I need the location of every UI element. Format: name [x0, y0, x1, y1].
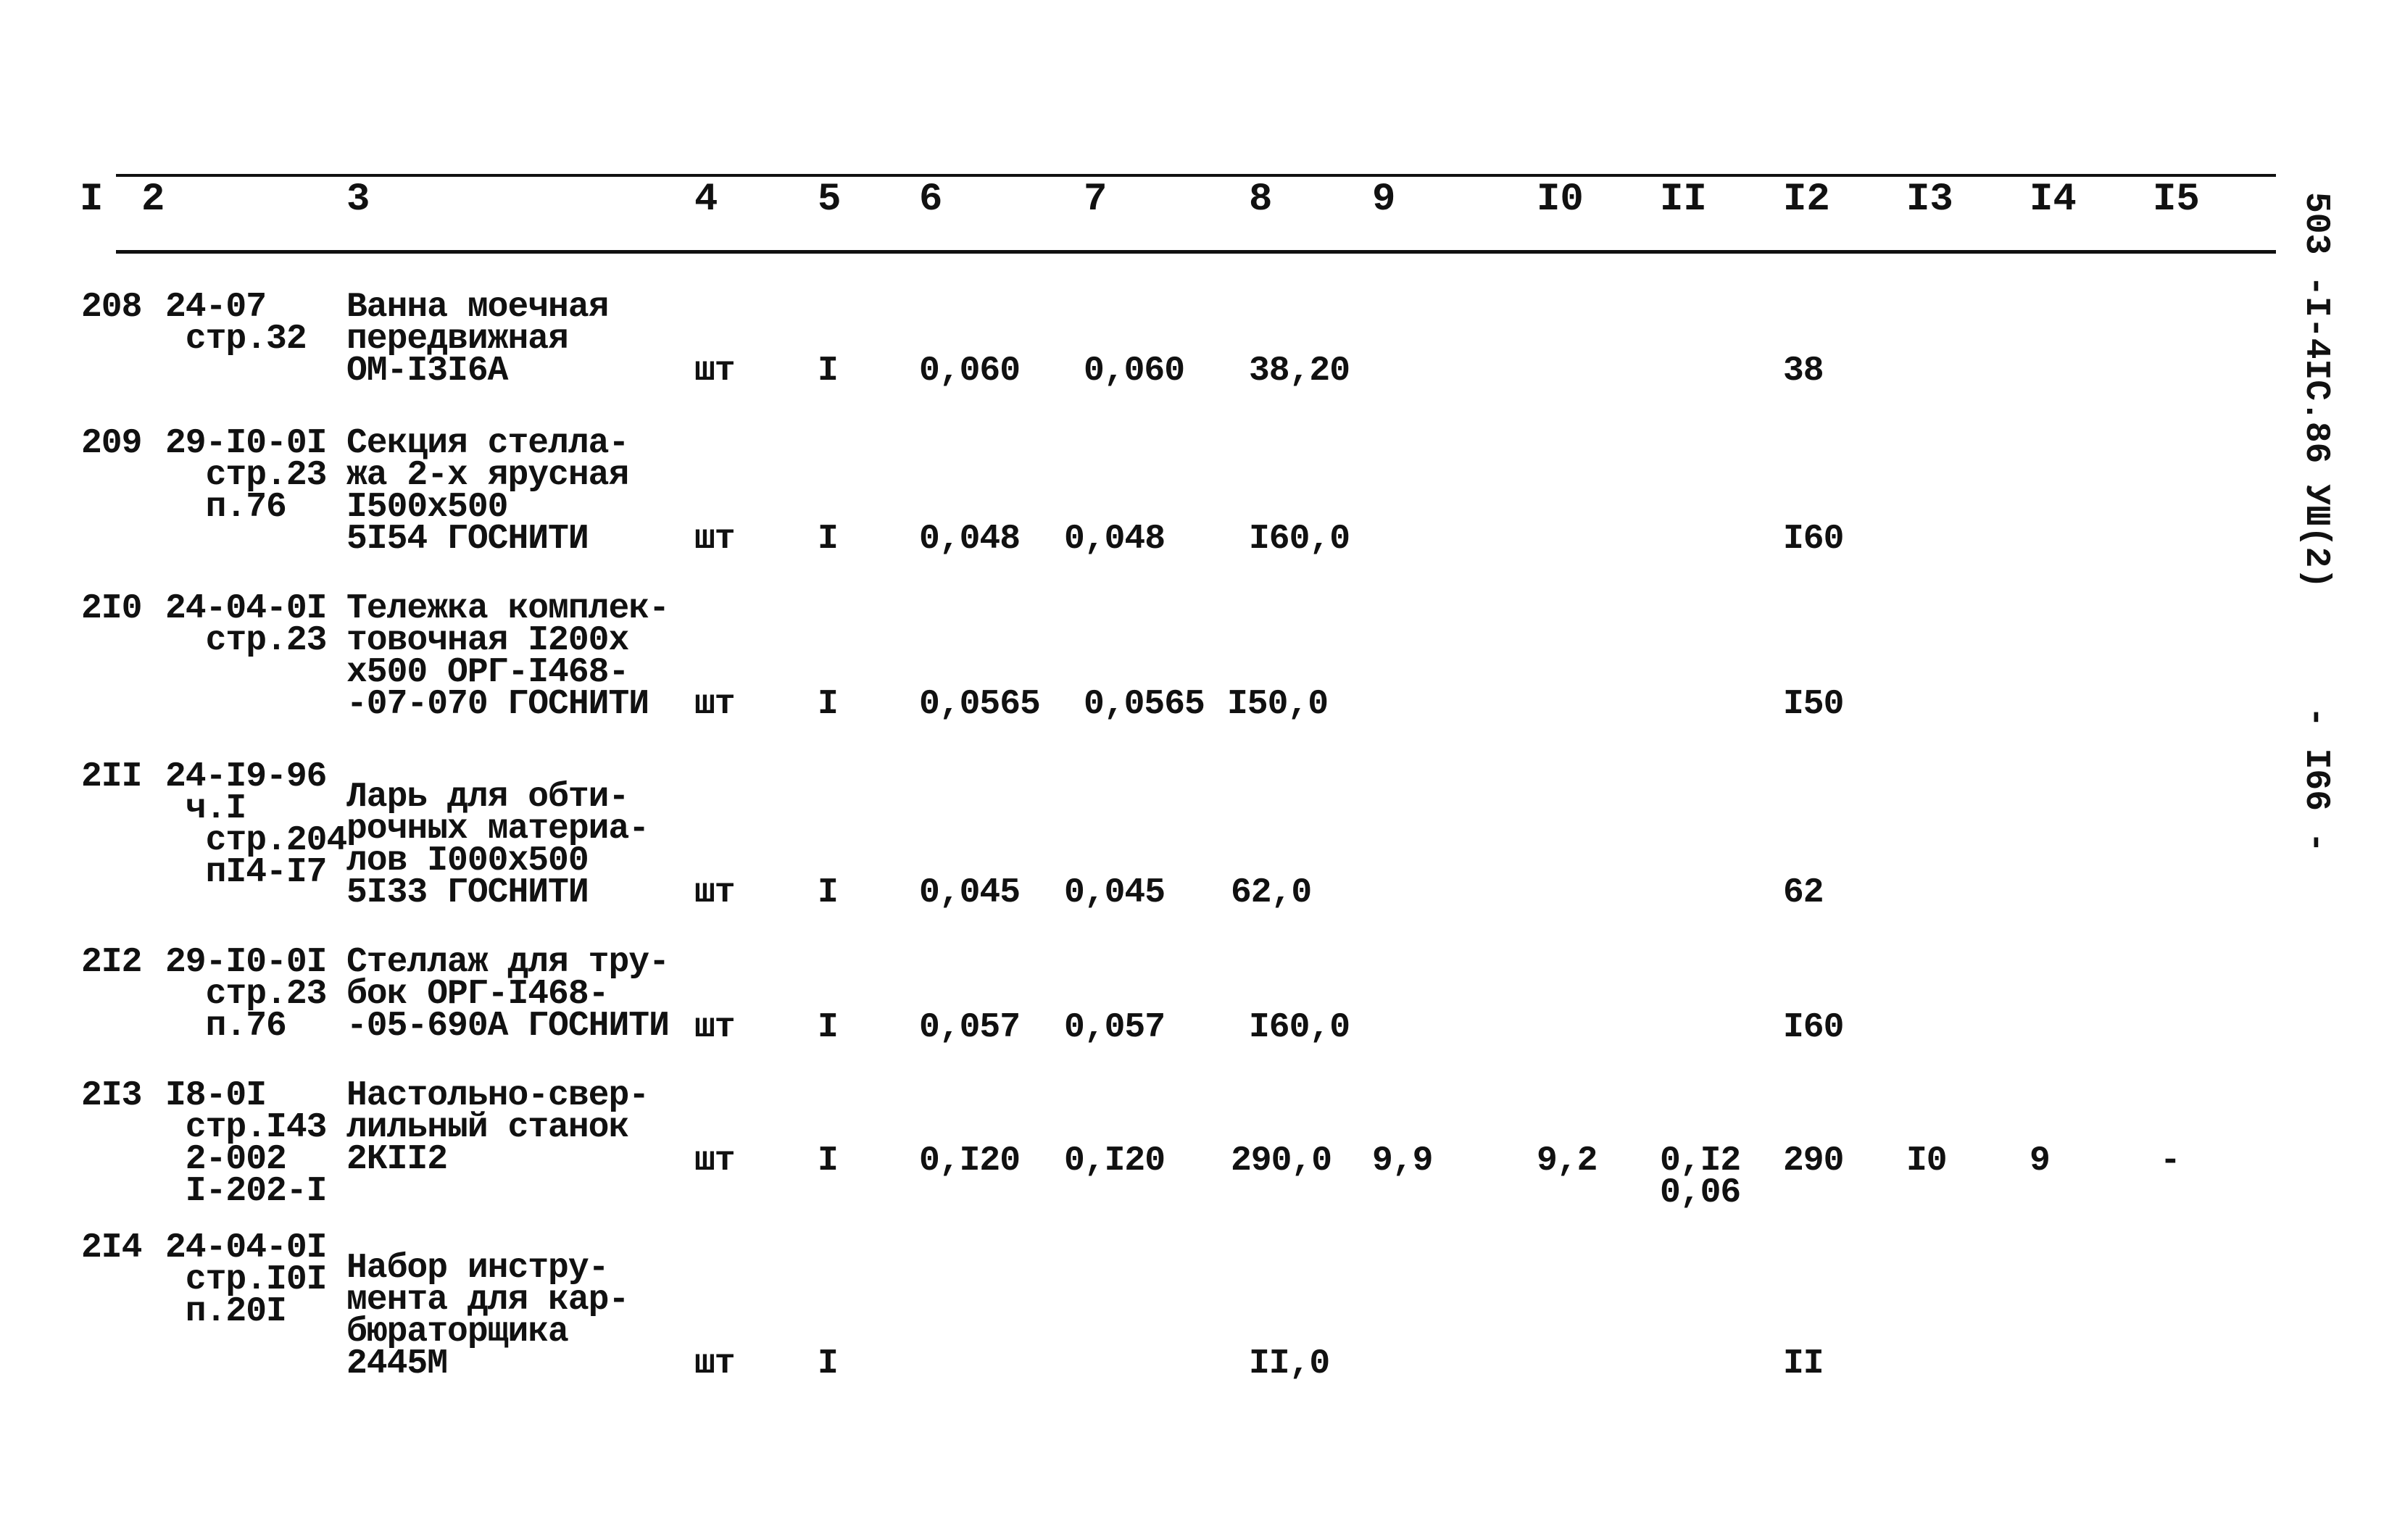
row-name: Настольно-свер- лильный станок 2КII2	[346, 1076, 649, 1179]
row-unit: шт	[694, 873, 735, 912]
row-col8: I50,0	[1227, 685, 1329, 724]
row-col12: 290	[1783, 1141, 1844, 1181]
row-col7: 0,060	[1084, 351, 1185, 391]
row-qty: I	[818, 351, 838, 391]
row-reference: 24-04-0I стр.I0I п.20I	[165, 1228, 327, 1331]
row-col6: 0,0565	[919, 685, 1040, 724]
row-number: 2I3	[81, 1076, 142, 1115]
row-qty: I	[818, 1141, 838, 1181]
row-col10: 9,2	[1537, 1141, 1598, 1181]
row-col12: 62	[1783, 873, 1824, 912]
row-col7: 0,0565	[1084, 685, 1205, 724]
row-unit: шт	[694, 1008, 735, 1047]
col-header-2: 2	[141, 178, 165, 222]
document-code: 503 -I-4IC.86 УШ(2)	[2296, 192, 2335, 589]
row-reference: 29-I0-0I стр.23 п.76	[165, 424, 327, 527]
row-unit: шт	[694, 1141, 735, 1181]
row-col8: I60,0	[1249, 1008, 1350, 1047]
row-col11: 0,I2 0,06	[1660, 1141, 1741, 1212]
row-col7: 0,I20	[1064, 1141, 1166, 1181]
row-reference: 24-04-0I стр.23	[165, 589, 327, 660]
row-qty: I	[818, 1344, 838, 1383]
row-col12: I50	[1783, 685, 1844, 724]
row-col8: I60,0	[1249, 520, 1350, 559]
row-col13: I0	[1906, 1141, 1947, 1181]
col-header-14: I4	[2030, 178, 2077, 222]
row-unit: шт	[694, 520, 735, 559]
col-header-1: I	[80, 178, 104, 222]
row-col6: 0,057	[919, 1008, 1021, 1047]
row-reference: 29-I0-0I стр.23 п.76	[165, 943, 327, 1046]
row-col12: II	[1783, 1344, 1824, 1383]
row-number: 208	[81, 288, 142, 327]
row-unit: шт	[694, 351, 735, 391]
col-header-5: 5	[818, 178, 842, 222]
header-bottom-rule	[116, 250, 2276, 254]
row-name: Тележка комплек- товочная I200х х500 ОРГ-I468- -07-070 ГОСНИТИ	[346, 589, 669, 724]
row-reference: 24-I9-96 ч.I стр.204 пI4-I7	[165, 757, 347, 892]
row-col8: 62,0	[1231, 873, 1312, 912]
row-name: Ванна моечная передвижная ОМ-I3I6А	[346, 288, 609, 391]
row-qty: I	[818, 685, 838, 724]
col-header-9: 9	[1372, 178, 1396, 222]
row-name: Ларь для обти- рочных материа- лов I000х500 5I33 ГОСНИТИ	[346, 778, 649, 912]
row-col8: II,0	[1249, 1344, 1330, 1383]
row-qty: I	[818, 520, 838, 559]
row-qty: I	[818, 1008, 838, 1047]
row-col7: 0,045	[1064, 873, 1166, 912]
row-col7: 0,048	[1064, 520, 1166, 559]
row-qty: I	[818, 873, 838, 912]
col-header-7: 7	[1084, 178, 1108, 222]
row-col9: 9,9	[1372, 1141, 1433, 1181]
page-number: - I66 -	[2296, 707, 2335, 853]
row-col6: 0,I20	[919, 1141, 1021, 1181]
row-number: 2I0	[81, 589, 142, 628]
col-header-6: 6	[919, 178, 943, 222]
row-col6: 0,060	[919, 351, 1021, 391]
row-number: 209	[81, 424, 142, 463]
col-header-10: I0	[1537, 178, 1584, 222]
col-header-8: 8	[1249, 178, 1273, 222]
col-header-15: I5	[2153, 178, 2200, 222]
row-unit: шт	[694, 1344, 735, 1383]
row-col12: I60	[1783, 520, 1844, 559]
row-name: Набор инстру- мента для кар- бюраторщика 2445М	[346, 1249, 629, 1383]
row-col14: 9	[2030, 1141, 2050, 1181]
row-col12: I60	[1783, 1008, 1844, 1047]
col-header-11: II	[1660, 178, 1707, 222]
row-reference: I8-0I стр.I43 2-002 I-202-I	[165, 1076, 327, 1211]
row-name: Стеллаж для тру- бок ОРГ-I468- -05-690А ГОСНИТИ	[346, 943, 669, 1046]
row-unit: шт	[694, 685, 735, 724]
col-header-3: 3	[346, 178, 370, 222]
header-top-rule	[116, 174, 2276, 177]
row-number: 2I4	[81, 1228, 142, 1268]
col-header-13: I3	[1906, 178, 1953, 222]
row-col15: -	[2160, 1141, 2180, 1181]
row-number: 2II	[81, 757, 142, 796]
row-name: Секция стелла- жа 2-х ярусная I500х500 5I54 ГОСНИТИ	[346, 424, 629, 559]
row-number: 2I2	[81, 943, 142, 982]
col-header-4: 4	[694, 178, 718, 222]
row-col8: 38,20	[1249, 351, 1350, 391]
row-col6: 0,048	[919, 520, 1021, 559]
row-col8: 290,0	[1231, 1141, 1332, 1181]
row-reference: 24-07 стр.32	[165, 288, 307, 359]
row-col7: 0,057	[1064, 1008, 1166, 1047]
col-header-12: I2	[1783, 178, 1830, 222]
row-col6: 0,045	[919, 873, 1021, 912]
row-col12: 38	[1783, 351, 1824, 391]
